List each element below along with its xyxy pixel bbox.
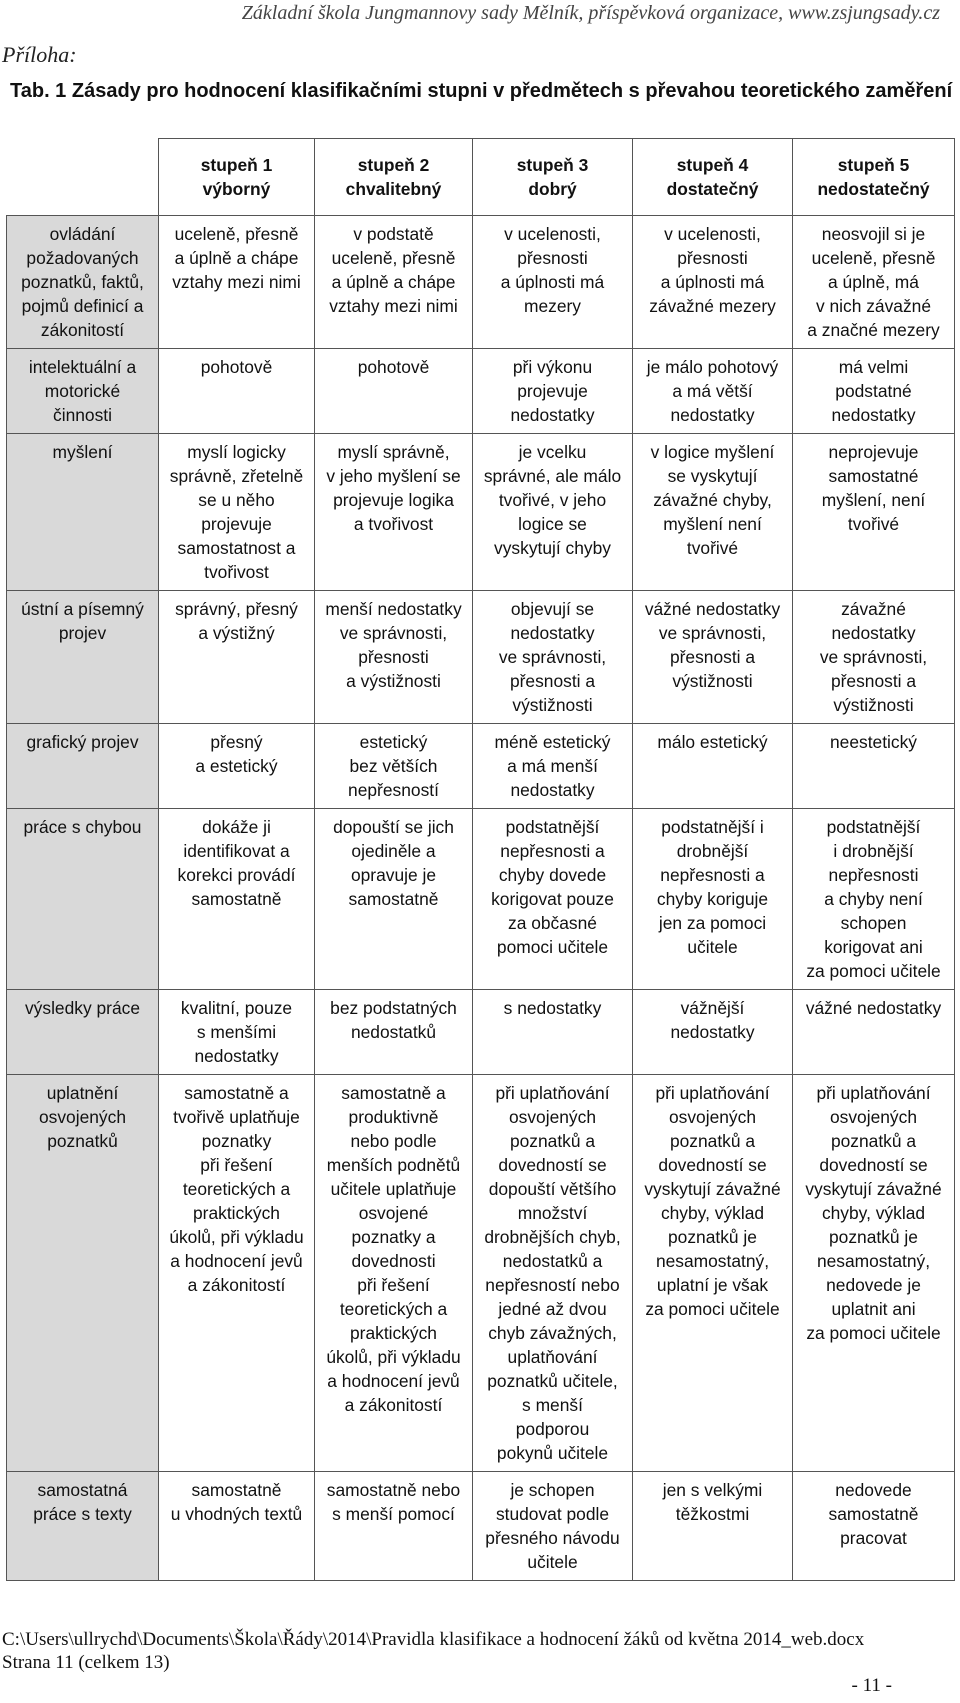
table-cell: samostatně a tvořivě uplatňuje poznatky při řešení teoretických a praktických úkolů, při výkladu a hodnocení jevů a zákonitostí [159,1075,315,1472]
corner-cell [7,139,159,216]
table-cell: dopouští se jich ojediněle a opravuje je samostatně [315,809,473,990]
table-cell: samostatně u vhodných textů [159,1472,315,1581]
table-cell: je málo pohotový a má větší nedostatky [633,349,793,434]
criterion-label: myšlení [7,434,159,591]
criterion-label: intelektuální a motorické činnosti [7,349,159,434]
table-caption: Tab. 1 Zásady pro hodnocení klasifikačními stupni v předmětech s převahou teoretického zaměření [10,80,953,102]
table-cell: málo estetický [633,724,793,809]
table-cell: při výkonu projevuje nedostatky [473,349,633,434]
table-cell: neosvojil si je uceleně, přesně a úplně, má v nich závažné a značné mezery [793,216,955,349]
table-row [7,216,955,349]
table-cell: pohotově [159,349,315,434]
table-cell: v ucelenosti, přesnosti a úplnosti má závažné mezery [633,216,793,349]
table-cell: vážnější nedostatky [633,990,793,1075]
table-cell: nedovede samostatně pracovat [793,1472,955,1581]
table-row [7,1075,955,1472]
table-row [7,591,955,724]
table-cell: vážné nedostatky ve správnosti, přesnosti a výstižnosti [633,591,793,724]
attachment-label: Příloha: [2,42,77,67]
table-cell: v ucelenosti, přesnosti a úplnosti má mezery [473,216,633,349]
grade-header: stupeň 4 dostatečný [633,139,793,216]
table-cell: je vcelku správné, ale málo tvořivé, v jeho logice se vyskytují chyby [473,434,633,591]
table-cell: bez podstatných nedostatků [315,990,473,1075]
table-cell: při uplatňování osvojených poznatků a dovedností se dopouští většího množství drobnějších chyb, nedostatků a nepřesností nebo jedné až dvou chyb závažných, uplatňování poznatků učitele, s menší podporou pokynů učitele [473,1075,633,1472]
document-path: C:\Users\ullrychd\Documents\Škola\Řády\2014\Pravidla klasifikace a hodnocení žáků od května 2014_web.docx [2,1629,865,1650]
table-cell: podstatnější nepřesnosti a chyby dovede korigovat pouze za občasné pomoci učitele [473,809,633,990]
table-cell: má velmi podstatné nedostatky [793,349,955,434]
table-cell: přesný a estetický [159,724,315,809]
table-row [7,724,955,809]
table-cell: menší nedostatky ve správnosti, přesnosti a výstižnosti [315,591,473,724]
grading-table [6,138,955,1581]
table-cell: kvalitní, pouze s menšími nedostatky [159,990,315,1075]
grade-header: stupeň 1 výborný [159,139,315,216]
table-cell: samostatně a produktivně nebo podle menších podnětů učitele uplatňuje osvojené poznatky a dovednosti při řešení teoretických a praktických úkolů, při výkladu a hodnocení jevů a zákonitostí [315,1075,473,1472]
table-cell: při uplatňování osvojených poznatků a dovedností se vyskytují závažné chyby, výklad poznatků je nesamostatný, uplatní je však za pomoci učitele [633,1075,793,1472]
table-cell: správný, přesný a výstižný [159,591,315,724]
table-cell: estetický bez větších nepřesností [315,724,473,809]
table-cell: myslí logicky správně, zřetelně se u něho projevuje samostatnost a tvořivost [159,434,315,591]
table-cell: objevují se nedostatky ve správnosti, přesnosti a výstižnosti [473,591,633,724]
table-cell: s nedostatky [473,990,633,1075]
table-cell: v logice myšlení se vyskytují závažné chyby, myšlení není tvořivé [633,434,793,591]
criterion-label: grafický projev [7,724,159,809]
table-cell: uceleně, přesně a úplně a chápe vztahy mezi nimi [159,216,315,349]
grade-header: stupeň 2 chvalitebný [315,139,473,216]
page-number: - 11 - [851,1675,892,1696]
criterion-label: samostatná práce s texty [7,1472,159,1581]
table-row [7,990,955,1075]
table-cell: myslí správně, v jeho myšlení se projevuje logika a tvořivost [315,434,473,591]
criterion-label: ovládání požadovaných poznatků, faktů, pojmů definicí a zákonitostí [7,216,159,349]
page-footer [2,1628,952,1696]
table-cell: je schopen studovat podle přesného návodu učitele [473,1472,633,1581]
criterion-label: ústní a písemný projev [7,591,159,724]
table-row [7,809,955,990]
criterion-label: práce s chybou [7,809,159,990]
grade-header: stupeň 5 nedostatečný [793,139,955,216]
table-cell: jen s velkými těžkostmi [633,1472,793,1581]
table-cell: podstatnější i drobnější nepřesnosti a chyby není schopen korigovat ani za pomoci učitele [793,809,955,990]
table-cell: podstatnější i drobnější nepřesnosti a chyby koriguje jen za pomoci učitele [633,809,793,990]
table-cell: samostatně nebo s menší pomocí [315,1472,473,1581]
table-cell: vážné nedostatky [793,990,955,1075]
criterion-label: výsledky práce [7,990,159,1075]
table-cell: méně estetický a má menší nedostatky [473,724,633,809]
table-cell: neprojevuje samostatné myšlení, není tvořivé [793,434,955,591]
table-row [7,434,955,591]
table-cell: dokáže ji identifikovat a korekci provádí samostatně [159,809,315,990]
table-cell: pohotově [315,349,473,434]
grade-header: stupeň 3 dobrý [473,139,633,216]
header-row [7,139,955,216]
page-counter: Strana 11 (celkem 13) [2,1652,170,1673]
table-row [7,349,955,434]
table-cell: při uplatňování osvojených poznatků a dovedností se vyskytují závažné chyby, výklad poznatků je nesamostatný, nedovede je uplatnit ani za pomoci učitele [793,1075,955,1472]
table-row [7,1472,955,1581]
table-cell: v podstatě uceleně, přesně a úplně a chápe vztahy mezi nimi [315,216,473,349]
criterion-label: uplatnění osvojených poznatků [7,1075,159,1472]
table-cell: závažné nedostatky ve správnosti, přesnosti a výstižnosti [793,591,955,724]
table-cell: neestetický [793,724,955,809]
page-header: Základní škola Jungmannovy sady Mělník, příspěvková organizace, www.zsjungsady.cz [241,2,940,24]
